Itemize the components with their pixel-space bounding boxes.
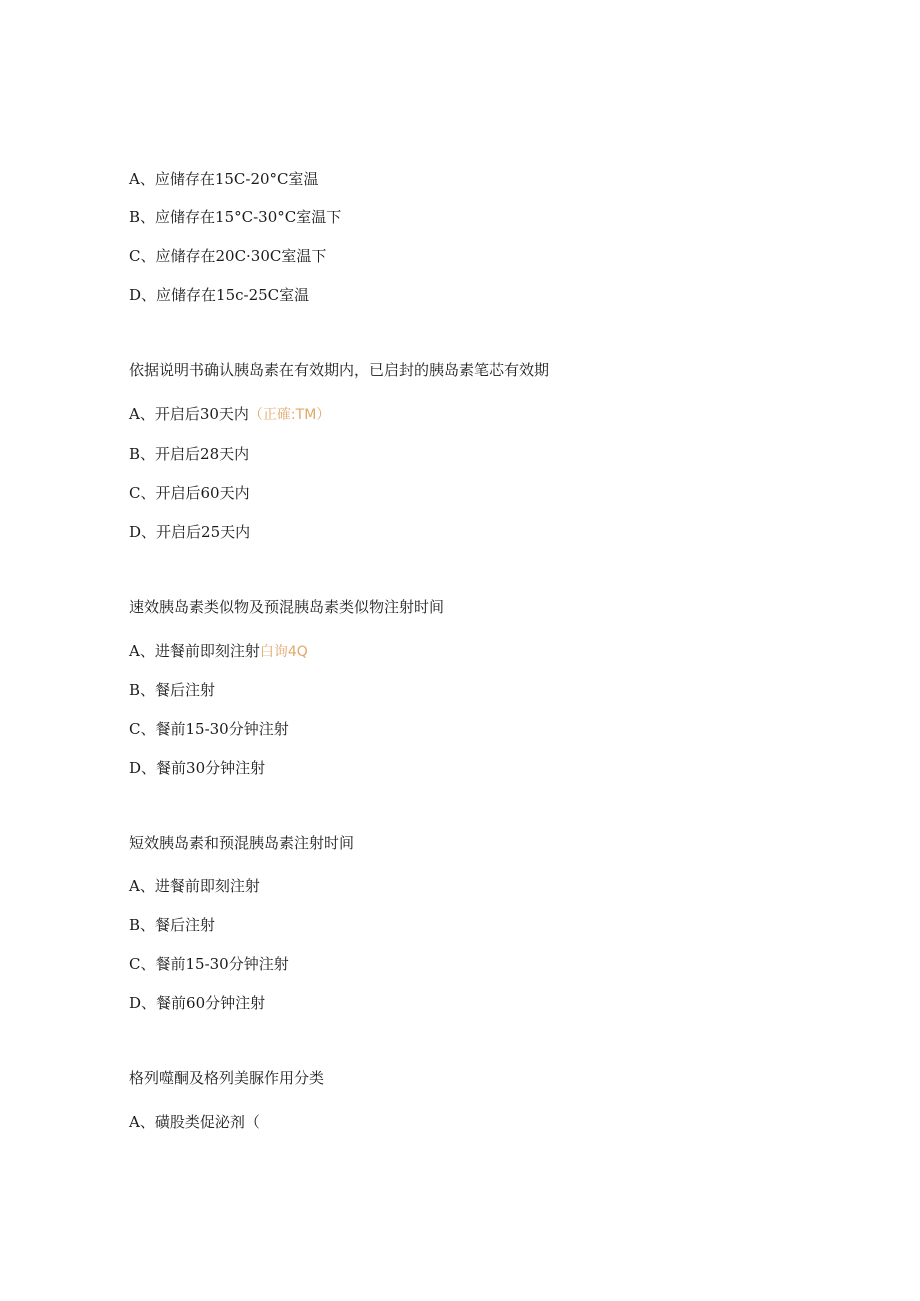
option-text: A、进餐前即刻注射 <box>129 642 260 660</box>
option-b <box>129 444 249 464</box>
option-a <box>129 641 308 662</box>
option-text: B、开启后28天内 <box>129 445 250 463</box>
option-b <box>129 680 215 700</box>
option-a <box>129 876 260 896</box>
answer-note: （正確:TM） <box>248 407 331 423</box>
option-a <box>129 404 330 425</box>
option-text: A、磺股类促泌剂（ <box>129 1113 260 1131</box>
question-title <box>129 833 354 853</box>
question-text: 依据说明书确认胰岛素在有效期内，已启封的胰岛素笔芯有效期 <box>129 361 550 379</box>
option-text: B、应储存在15°C-30°C室温下 <box>129 208 342 226</box>
option-text: A、开启后30天内 <box>129 405 249 423</box>
option-c <box>129 246 326 266</box>
option-a <box>129 1112 260 1132</box>
option-c <box>129 483 250 503</box>
option-text: D、餐前30分钟注射 <box>129 759 266 777</box>
question-title <box>129 1068 324 1088</box>
question-text: 速效胰岛素类似物及预混胰岛素类似物注射时间 <box>129 598 445 616</box>
option-b <box>129 915 215 935</box>
question-title <box>129 597 444 617</box>
option-text: D、应储存在15c-25C室温 <box>129 286 310 304</box>
option-text: C、应储存在20C·30C室温下 <box>129 247 327 265</box>
option-d <box>129 285 309 305</box>
option-text: D、餐前60分钟注射 <box>129 994 266 1012</box>
question-text: 短效胰岛素和预混胰岛素注射时间 <box>129 834 355 852</box>
option-d <box>129 522 250 542</box>
option-text: B、餐后注射 <box>129 916 216 934</box>
option-text: D、开启后25天内 <box>129 523 251 541</box>
option-c <box>129 954 289 974</box>
option-text: C、开启后60天内 <box>129 484 250 502</box>
option-d <box>129 758 265 778</box>
option-c <box>129 719 289 739</box>
option-text: A、进餐前即刻注射 <box>129 877 260 895</box>
option-text: B、餐后注射 <box>129 681 216 699</box>
option-text: C、餐前15-30分钟注射 <box>129 720 289 738</box>
answer-note: 白询4Q <box>259 644 308 660</box>
option-a <box>129 169 319 189</box>
option-b <box>129 207 341 227</box>
question-title <box>129 360 549 380</box>
question-text: 格列噬酮及格列美脲作用分类 <box>129 1069 325 1087</box>
option-text: C、餐前15-30分钟注射 <box>129 955 289 973</box>
option-text: A、应储存在15C-20°C室温 <box>129 170 319 188</box>
option-d <box>129 993 265 1013</box>
